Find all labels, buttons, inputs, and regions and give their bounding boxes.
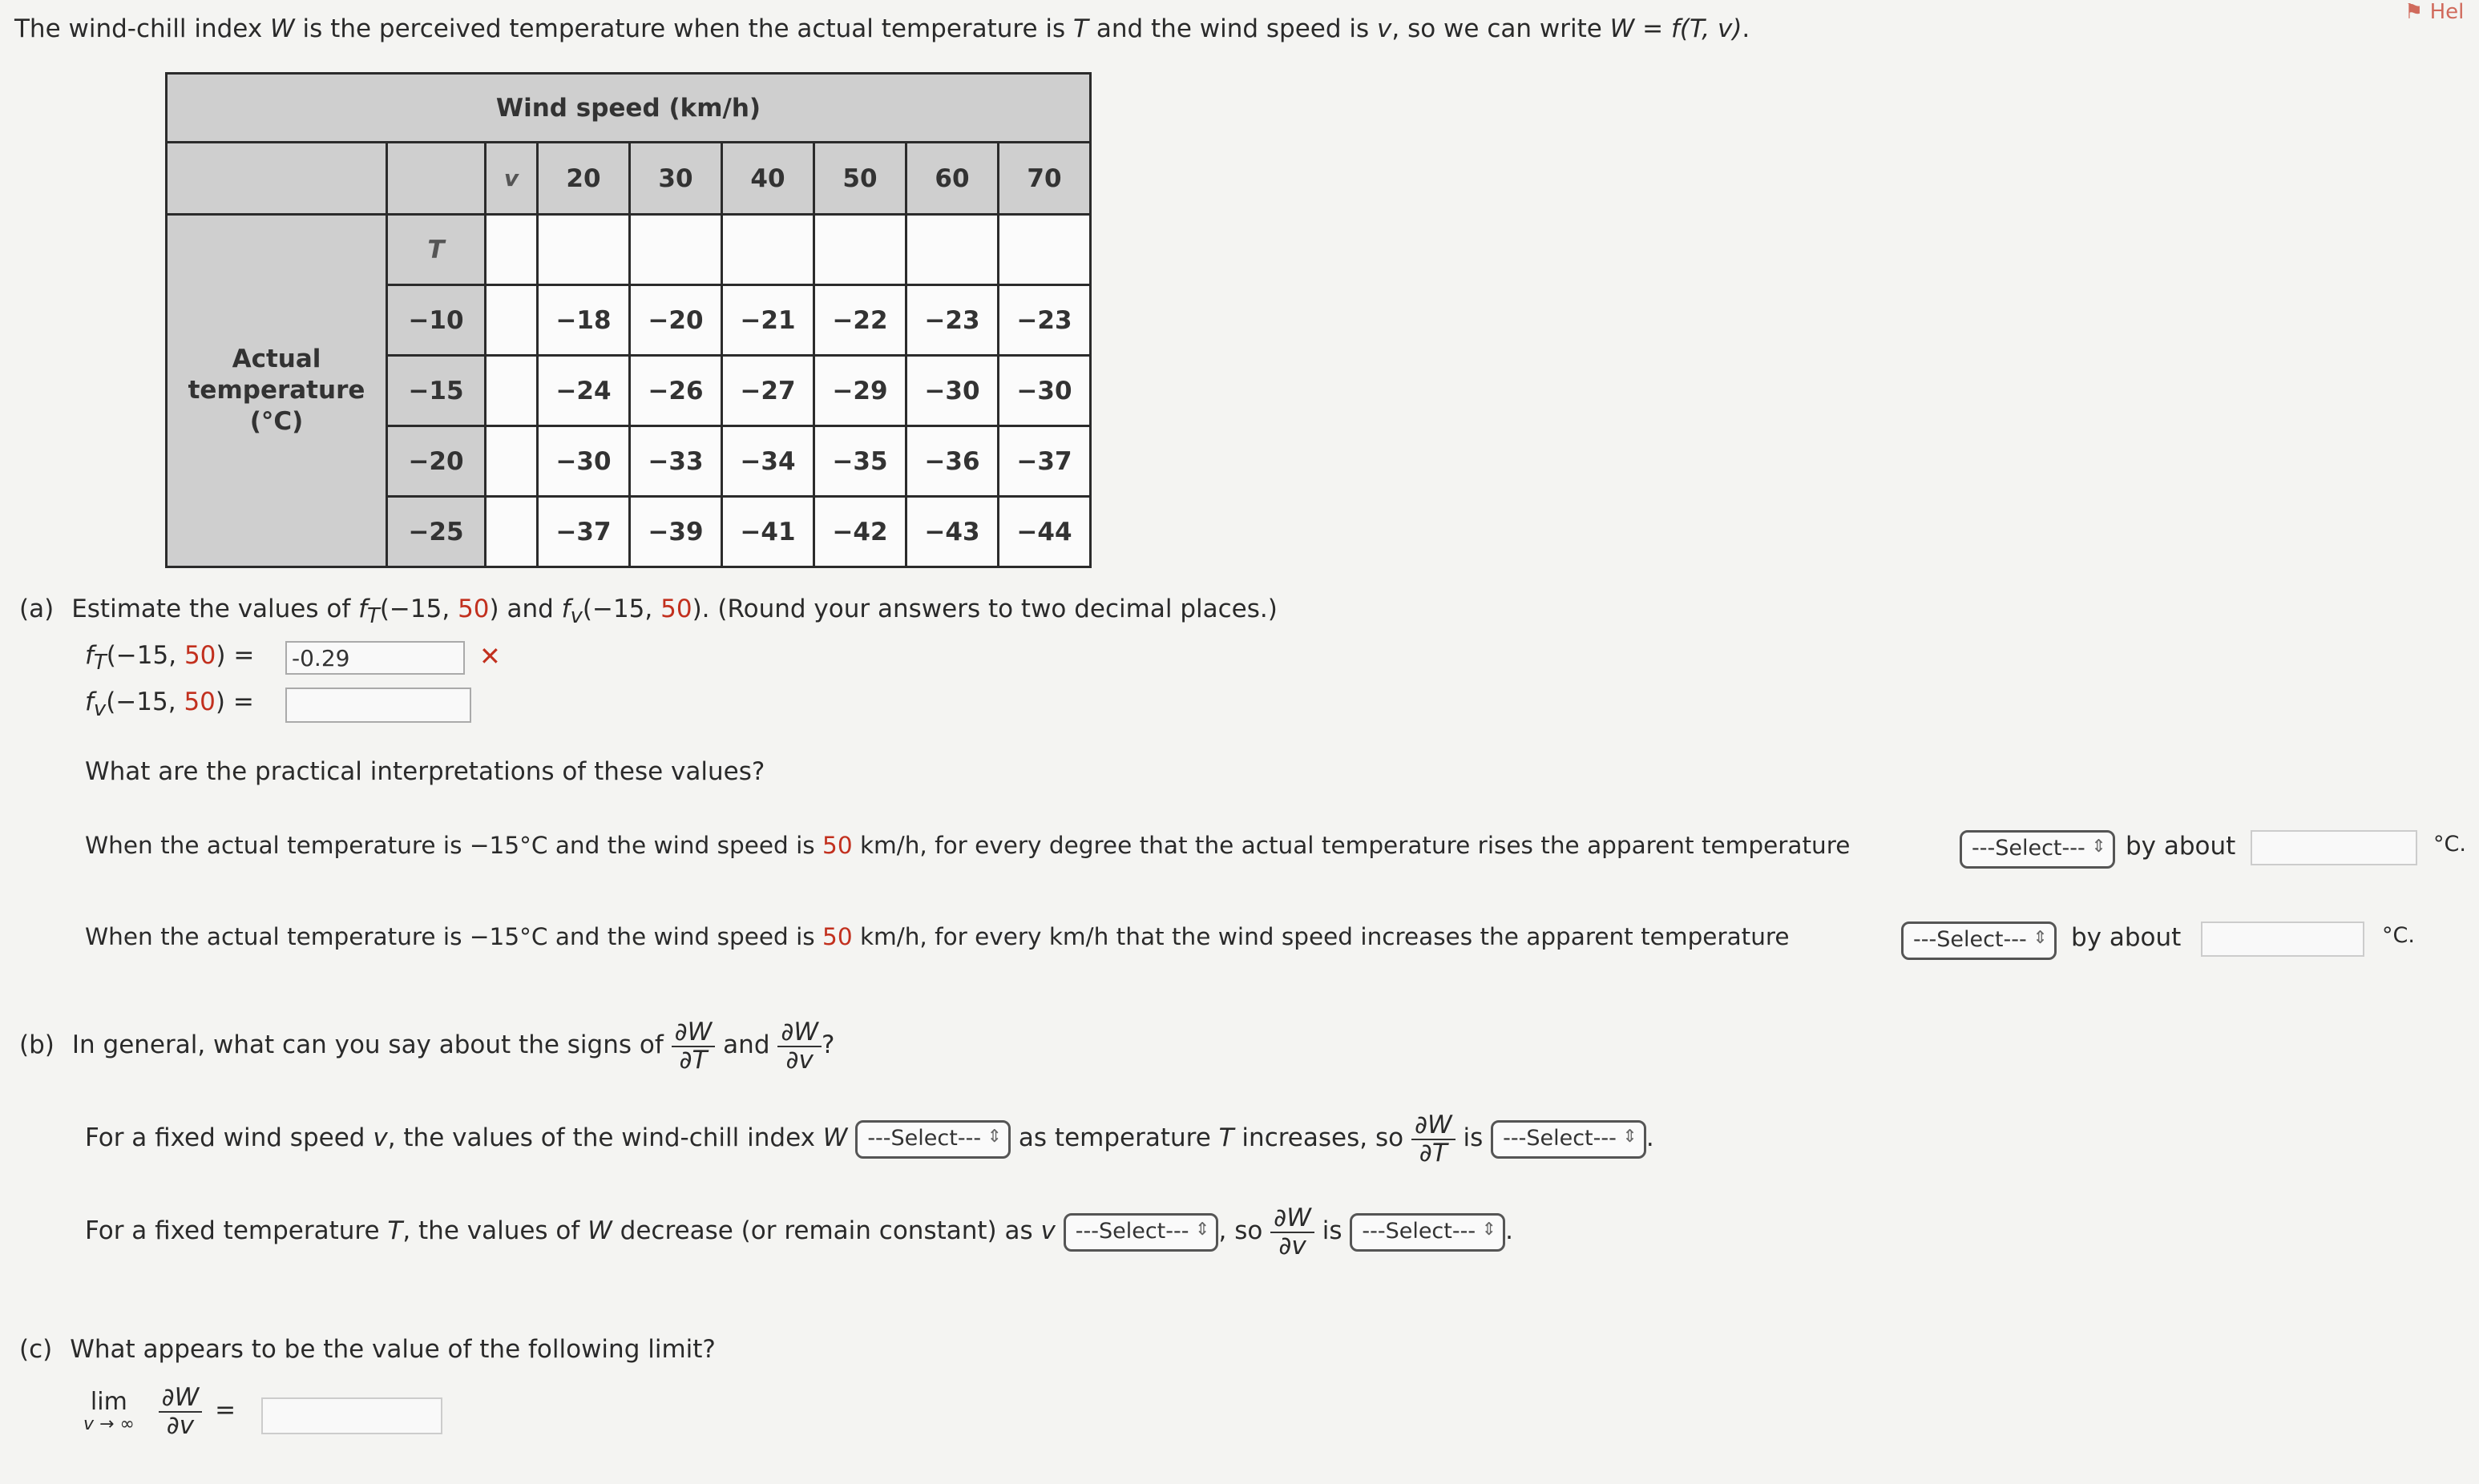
empty-cell [630,215,722,285]
fv-args-open: (−15, [106,688,184,716]
fv-args-close: ) [215,688,226,716]
empty-cell [999,215,1091,285]
table-cell: −27 [722,356,814,426]
b2-text-a: For a fixed temperature [85,1216,388,1246]
fT-f: f [358,595,368,623]
interp1-text-b: km/h, for every degree that the actual temperature rises the apparent temperature [852,832,1851,859]
interp2-fifty: 50 [822,923,853,950]
part-a-q-text: Estimate the values of [71,595,359,623]
table-cell: −33 [630,426,722,497]
part-a-letter: (a) [19,595,55,623]
intro-formula: W = f(T, v) [1609,14,1742,43]
table-cell: −29 [814,356,906,426]
lim-sub: v → ∞ [83,1413,135,1434]
table-cell: −21 [722,285,814,356]
table-cell: −41 [722,497,814,567]
b1-text-c: as temperature [1018,1123,1219,1153]
wind-chill-table [165,72,1092,568]
table-cell: −44 [999,497,1091,567]
and-text: and [499,595,562,623]
part-b-statement-1 [85,1112,1654,1166]
temperature-row-header: −20 [387,426,486,497]
b2-text-c: decrease (or remain constant) as [612,1216,1041,1246]
select-label: ---Select--- [1075,1218,1189,1244]
corner-help-link[interactable] [2404,0,2464,24]
b2-text-b: , the values of [402,1216,588,1246]
interp1-text-a: When the actual temperature is −15°C and the wind speed is [85,832,823,859]
fT-sub: T [93,651,107,675]
table-cell: −30 [999,356,1091,426]
select-arrow-icon: ⇕ [987,1126,1003,1147]
fv-f: f [561,595,571,623]
fv-sub: v [93,697,107,722]
fv-answer-row [85,688,254,721]
table-cell: −30 [538,426,630,497]
speed-header: 50 [814,143,906,215]
header-blank-cell [387,143,486,215]
b2-v: v [1040,1216,1056,1246]
unit-label: °C. [2382,923,2415,948]
table-cell: −36 [906,426,999,497]
part-b-q-text: In general, what can you say about the signs of [71,1030,672,1060]
frac-num: ∂W [1411,1112,1456,1140]
frac-den: ∂T [679,1045,708,1075]
b1-select-2[interactable] [1491,1120,1646,1159]
fv-answer-input[interactable] [285,688,471,723]
part-c-question [19,1335,716,1364]
b1-text-d: increases, so [1233,1123,1404,1153]
interpretation-2 [85,923,1790,950]
fT-answer-input[interactable] [285,641,465,675]
header-blank-cell [167,143,387,215]
interp1-answer-input[interactable] [2251,830,2417,865]
table-cell: −22 [814,285,906,356]
fT-answer-row [85,641,254,675]
frac-den: ∂T [1419,1138,1447,1167]
select-label: ---Select--- [867,1125,982,1151]
interp1-fifty: 50 [822,832,853,859]
fT-sub: T [367,604,380,629]
fv-args-open: (−15, [582,595,661,623]
b2-T: T [387,1216,403,1246]
empty-cell [538,215,630,285]
b1-select-1[interactable] [855,1120,1011,1159]
part-c-q-text: What appears to be the value of the following limit? [70,1335,716,1364]
empty-cell [486,497,538,567]
problem-intro [14,14,1750,43]
empty-cell [486,426,538,497]
speed-header: 30 [630,143,722,215]
fv-f: f [85,688,94,716]
corner-label: Hel [2429,0,2465,24]
table-cell: −20 [630,285,722,356]
interp2-select[interactable] [1901,921,2057,960]
unit-label: °C. [2433,832,2466,857]
equals-sign: = [225,688,254,716]
frac-num: ∂W [777,1019,822,1047]
fT-args-close: ) [489,595,499,623]
corner-icon: ⚑ [2404,0,2424,24]
part-c-letter: (c) [19,1335,53,1364]
fv-args-close: ) [692,595,702,623]
select-label: ---Select--- [1972,836,2085,861]
b1-text-a: For a fixed wind speed [85,1123,373,1153]
table-cell: −37 [538,497,630,567]
table-cell: −35 [814,426,906,497]
temperature-row-header: −25 [387,497,486,567]
temperature-row-header: −10 [387,285,486,356]
b1-text-b: , the values of the wind-chill index [387,1123,823,1153]
empty-cell [486,215,538,285]
frac-den: ∂v [1278,1231,1306,1260]
part-b-statement-2 [85,1205,1513,1259]
actual-temperature-header [167,215,387,567]
table-cell: −42 [814,497,906,567]
period: . [1645,1123,1654,1153]
table-cell: −23 [999,285,1091,356]
select-arrow-icon: ⇕ [1622,1126,1637,1147]
b2-W: W [587,1216,612,1246]
select-label: ---Select--- [1503,1125,1617,1151]
lim-text: lim [90,1387,127,1416]
b2-select-1[interactable] [1064,1213,1219,1252]
select-arrow-icon: ⇕ [2091,837,2106,857]
by-about-label: by about [2126,832,2236,861]
frac-num: ∂W [672,1019,716,1047]
intro-text-b: is the perceived temperature when the actual temperature is [294,14,1074,43]
table-cell: −23 [906,285,999,356]
empty-cell [486,285,538,356]
frac-num: ∂W [159,1385,203,1413]
period: . [1505,1216,1513,1246]
intro-T: T [1073,14,1088,43]
interp1-select[interactable] [1960,830,2115,869]
interp2-text-b: km/h, for every km/h that the wind speed increases the apparent temperature [852,923,1790,950]
fv-fifty: 50 [184,688,216,716]
select-label: ---Select--- [1362,1218,1476,1244]
b1-W: W [822,1123,848,1153]
dW-dT-fraction [672,1019,716,1073]
dW-dv-fraction [159,1385,203,1438]
fv-sub: v [570,604,583,629]
intro-text-c: and the wind speed is [1088,14,1378,43]
fT-args-open: (−15, [106,641,184,670]
table-cell: −39 [630,497,722,567]
dW-dT-fraction [1411,1112,1456,1166]
interp2-text-a: When the actual temperature is −15°C and the wind speed is [85,923,823,950]
frac-num: ∂W [1270,1205,1314,1233]
limit-expression [83,1385,236,1438]
intro-text-a: The wind-chill index [14,14,271,43]
row-header-line: temperature [188,376,365,405]
limit-answer-input[interactable] [261,1397,442,1434]
select-arrow-icon: ⇕ [1481,1219,1497,1240]
is-text: is [1322,1216,1342,1246]
table-cell: −24 [538,356,630,426]
fT-fifty: 50 [184,641,216,670]
temperature-row-header: −15 [387,356,486,426]
speed-header: 60 [906,143,999,215]
fT-args-close: ) [216,641,226,670]
lim-block [83,1389,135,1434]
empty-cell [486,356,538,426]
intro-text-e: . [1742,14,1750,43]
table-cell: −30 [906,356,999,426]
speed-header: 70 [999,143,1091,215]
intro-text-d: , so we can write [1391,14,1610,43]
speed-header: 40 [722,143,814,215]
question-mark: ? [822,1030,835,1060]
speed-header: 20 [538,143,630,215]
frac-den: ∂v [166,1410,195,1440]
is-text: is [1463,1123,1484,1153]
table-cell: −34 [722,426,814,497]
table-cell: −43 [906,497,999,567]
equals-sign: = [225,641,255,670]
v-label: v [486,143,538,215]
b1-T: T [1218,1123,1234,1153]
empty-cell [722,215,814,285]
interpretation-1 [85,832,1850,859]
select-arrow-icon: ⇕ [2033,928,2048,948]
so-text: , so [1218,1216,1263,1246]
equals-sign: = [215,1396,236,1426]
interp2-answer-input[interactable] [2201,921,2364,957]
empty-cell [814,215,906,285]
row-header-line: (°C) [249,406,304,436]
fv-fifty: 50 [660,595,692,623]
interpretation-question: What are the practical interpretations of these values? [85,757,765,786]
fT-f: f [85,641,94,670]
incorrect-x-icon: ✕ [479,641,501,671]
table-cell: −26 [630,356,722,426]
part-a-question [19,595,1278,628]
part-b-question [19,1019,835,1073]
table-cell: −37 [999,426,1091,497]
intro-v: v [1377,14,1392,43]
select-label: ---Select--- [1913,927,2027,952]
T-label: T [387,215,486,285]
b1-v: v [373,1123,388,1153]
frac-den: ∂v [785,1045,814,1075]
row-header-line: Actual [232,345,321,374]
select-arrow-icon: ⇕ [1195,1219,1210,1240]
wind-speed-header: Wind speed (km/h) [167,74,1091,143]
dW-dv-fraction [1270,1205,1314,1259]
by-about-label: by about [2071,923,2182,952]
dW-dv-fraction [777,1019,822,1073]
table-cell: −18 [538,285,630,356]
fT-fifty: 50 [458,595,490,623]
part-a-q-tail: . (Round your answers to two decimal places.) [701,595,1278,623]
and-text: and [723,1030,770,1060]
part-b-letter: (b) [19,1030,55,1060]
intro-W: W [270,14,295,43]
empty-cell [906,215,999,285]
b2-select-2[interactable] [1350,1213,1505,1252]
fT-args-open: (−15, [379,595,458,623]
